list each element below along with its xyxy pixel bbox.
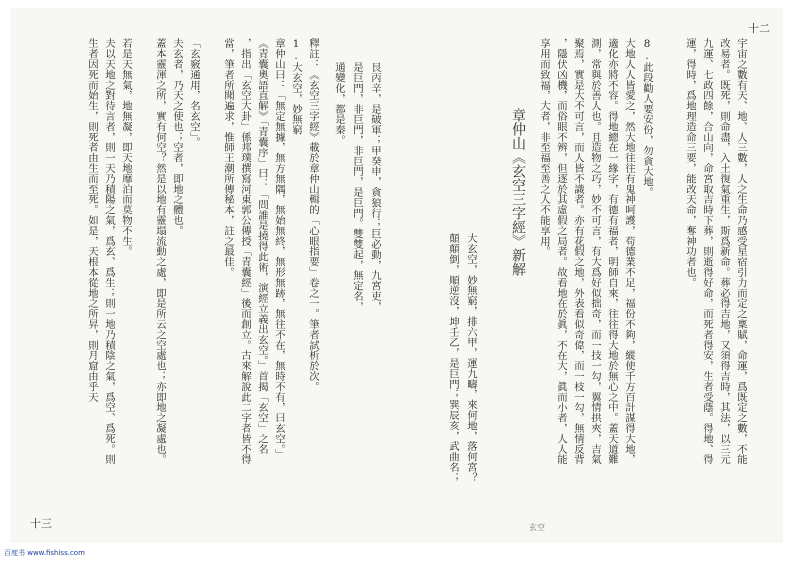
left-paragraph-3-cont: ，指出「玄空大卦」係邦璞撰寫河東郭公傳授「青囊經」後而創立。古來解說此二字者皆不得	[239, 38, 251, 465]
left-paragraph-8-cont: 生者因死而始生，則死者由生而至死。如是，天根本從地之所昇，則月窟由乎天	[86, 38, 98, 402]
right-paragraph-3-cont: 測，常與於善人也。且造物之巧，妙不可言，有大爲好似拙奇，而一技一勾，翼情拱夾，吉氣	[589, 38, 601, 465]
right-paragraph-1-cont: 九運、七政四餘，合山向，命宮取吉時下葬，則逝得好命，而死者得安，生者受蔭。得地、得	[701, 38, 713, 465]
chapter-heading: 章仲山《玄空三字經》新解	[510, 108, 526, 276]
left-paragraph-3: 章仲山曰：「無定無據，無方無隅，無始無終，無形無跡，無往不在，無時不有，曰玄空。」	[273, 38, 285, 460]
right-paragraph-3: 大地人人皆愛之，然大地往往有鬼神呵護，苟德業不足，福份不夠，縱使千方百計謀得大地，	[623, 38, 635, 465]
right-paragraph-2: 8.此段勸人要安份，勿貪大地。	[641, 38, 653, 198]
gutter-mark: 玄空	[529, 523, 545, 532]
left-page-number: 十三	[30, 517, 52, 530]
right-paragraph-3-cont: 聚焉，實是大不可言，而人皆不識者。亦有花假之地，外表看似奇偉，而一枝一勾，無情反背	[572, 38, 584, 465]
left-paragraph-3-cont: 當，筆者所聞遍求，惟師王潮所傳秘本，註之最佳。	[222, 38, 234, 278]
right-page-number: 十二	[748, 22, 770, 35]
left-paragraph-6: 蓋本靈渾之所，實有何空？然是以地有靈塌流動之處，即是所云之空處也；亦即地之凝處也。	[154, 38, 166, 465]
book-spread	[10, 8, 783, 543]
left-poem-line-3: 通變化，都是秦。	[333, 62, 345, 146]
right-paragraph-3-cont: ，隱伏凶機，而俗眼不辨，但逐於其虛假之局者。故看地在於眞，不在大，眞而小者，人人能	[555, 38, 567, 465]
left-poem-line-1: 艮丙辛，是破軍；甲癸申，貪狼行；巨必動，九宮吏，	[369, 62, 381, 312]
left-paragraph-5: 夫玄者，乃天之使也；空者，即地之體也。	[171, 38, 183, 236]
left-paragraph-3-cont: 《青囊奧語直解》「青囊序」曰：「問誰是撓得此術，演經立義出玄空。」首揭「玄空」之名	[256, 38, 268, 454]
left-paragraph-1: 釋註：《玄空三字經》載於章仲山輯的「心眼指要」卷之一。筆者試析於次。	[307, 38, 319, 392]
right-paragraph-3-cont: 適化亦將不容。得地總在一緣字，有德有福者，明師自來，往往得大地於無心之中。蓋天道難	[606, 38, 618, 465]
left-paragraph-7: 若是天無氣，地無凝，即天地靡泊而莫物不生。	[120, 38, 132, 257]
right-paragraph-3-cont: 享用而致福，大者，非至福至善之人不能享用。	[538, 38, 550, 257]
right-poem-line-1: 大玄空，妙無窮，排六甲，運九疇，來何地，落何宮？	[465, 233, 477, 483]
right-paragraph-1-cont: 改易者。既死，則命盡，入土復氣重生，斯爲新命。葬必得吉地，又須得吉時，其法，以三元	[718, 38, 730, 465]
right-paragraph-1-cont: 運，得時，爲地理造命三要，能改天命，奪神功者也。	[684, 38, 696, 288]
right-paragraph-1: 宇宙之數有天、地、人三數，人之生命乃感受星宿引力而定之稟賦，命運，爲既定之數，不能	[735, 38, 747, 465]
footer-watermark-text: 百度书 www.fishiss.com	[4, 549, 85, 557]
left-paragraph-8: 夫以天地之對待言者，則一天乃積陽之氣，爲玄、爲生；則一地乃積陰之氣，爲空、爲死。則	[103, 38, 115, 465]
left-paragraph-4: 「玄竅通用，名玄空」。	[188, 38, 200, 148]
left-paragraph-2: 1.大玄空，妙無窮	[290, 38, 302, 135]
left-poem-line-2: 是巨門，非巨門，非巨門，是巨門。雙雙起，無定名，	[351, 62, 363, 312]
right-poem-line-2: 顛顛倒，順逆沒，坤壬乙，是巨門；巽辰亥，武曲名；	[447, 233, 459, 483]
